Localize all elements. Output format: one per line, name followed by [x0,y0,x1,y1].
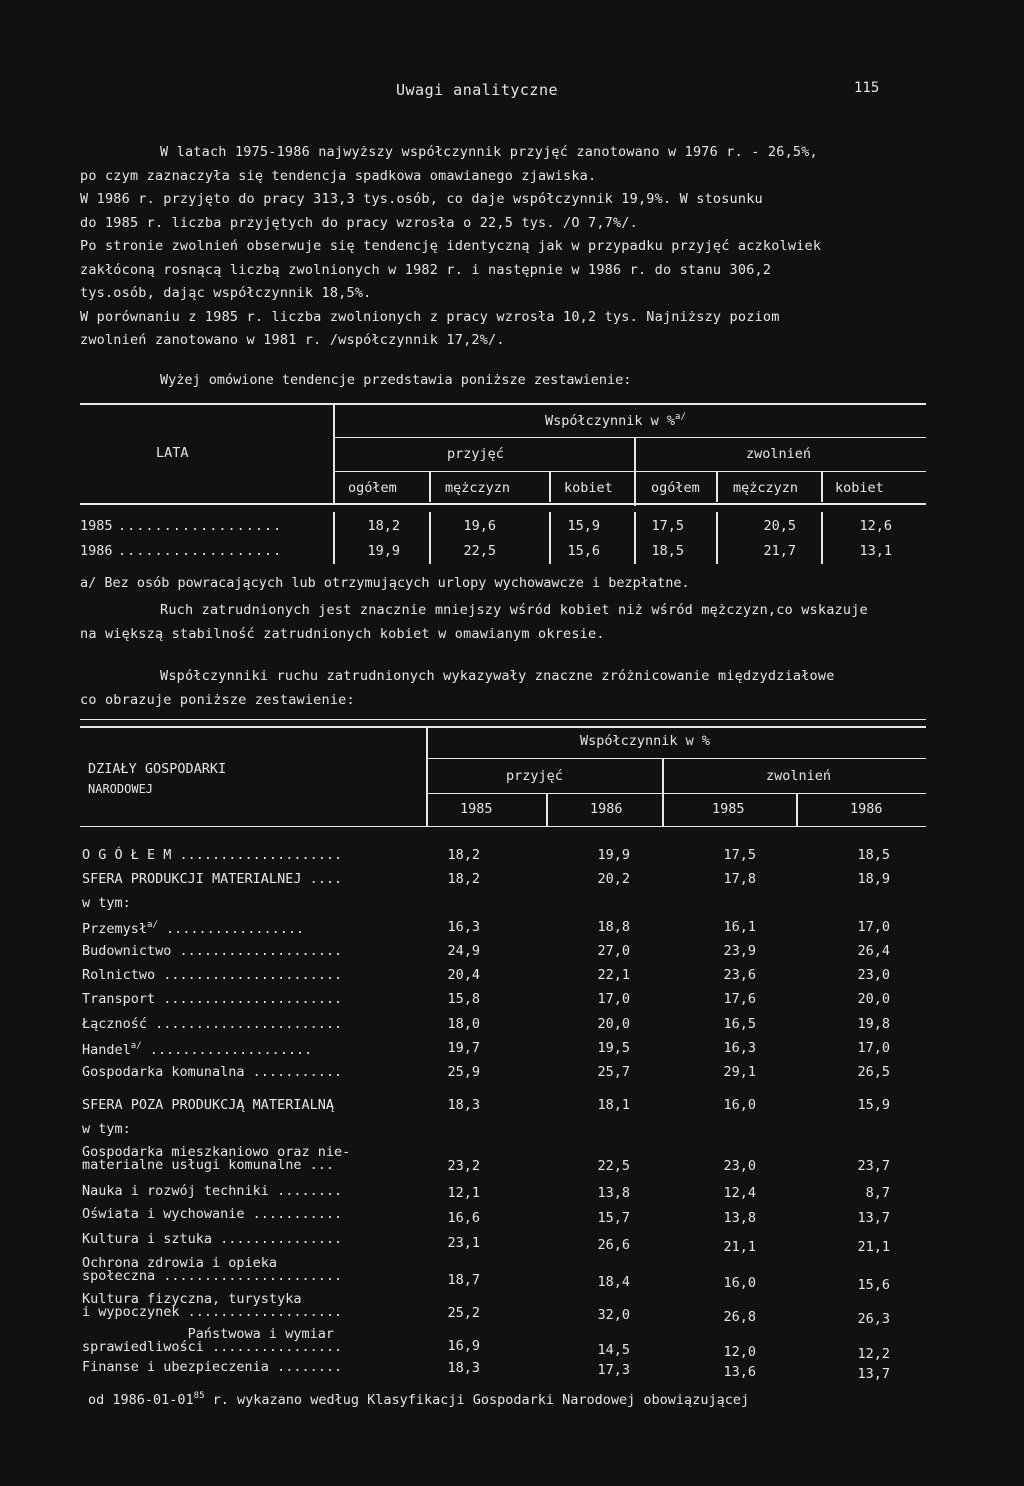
table2-cell: 18,8 [597,919,630,935]
table2-cell: 18,1 [597,1097,630,1113]
table2-row-label: Ochrona zdrowia i opieka społeczna ...................... [82,1255,343,1284]
table1-year: 1986 [80,543,113,559]
table2-cell: 22,1 [597,967,630,983]
text-line: co obrazuje poniższe zestawienie: [80,691,355,708]
table2-cell: 15,8 [447,991,480,1007]
table2-cell: 23,2 [447,1158,480,1174]
table2-cell: 15,7 [597,1210,630,1226]
table2-cell: 14,5 [597,1342,630,1358]
table2-cell: 13,8 [597,1185,630,1201]
table2-cell: 27,0 [597,943,630,959]
table2-footnote [88,1392,749,1408]
table1-coef-header: Współczynnik w %$^{a/}$ [545,412,686,429]
table2-cell: 19,5 [597,1040,630,1056]
paragraph-sector-differences [80,670,980,717]
table2-row-label: Kultura i sztuka ............... [82,1231,343,1247]
table1-cell: 18,2 [367,518,400,534]
table2-cell: 20,4 [447,967,480,983]
table1-subheader: kobiet [564,480,613,496]
table2-row-label: Transport ...................... [82,991,343,1007]
table2-cell: 20,0 [597,1016,630,1032]
text-line: do 1985 r. liczba przyjętych do pracy wzrosła o 22,5 tys. /O 7,7%/. [80,214,638,231]
table2-row-label: Nauka i rozwój techniki ........ [82,1183,343,1199]
table2-cell: 18,4 [597,1274,630,1290]
table2-section-label: NARODOWEJ [88,782,154,796]
table1-leader-dots: .................. [118,518,283,534]
table2-cell: 23,0 [723,1158,756,1174]
table1-cell: 19,9 [367,543,400,559]
table2-cell: 13,7 [857,1366,890,1382]
table1-divider [716,472,718,502]
table1-top-rule [80,403,926,405]
text-line: na większą stabilność zatrudnionych kobiet w omawianym okresie. [80,625,605,642]
table2-cell: 26,6 [597,1237,630,1253]
table2-zwolnien-header: zwolnień [766,768,832,784]
table2-cell: 16,6 [447,1210,480,1226]
table2-cell: 17,6 [723,991,756,1007]
table2-divider [796,794,798,827]
table2-row-label: Gospodarka mieszkaniowo oraz nie- materialne usługi komunalne ... [82,1144,351,1173]
table1-subheader: mężczyzn [733,480,799,496]
page-header-title: Uwagi analityczne [396,81,559,99]
text-line: Ruch zatrudnionych jest znacznie mniejszy wśród kobiet niż wśród mężczyzn,co wskazuje [160,602,868,618]
table1-divider [549,472,551,502]
table2-cell: 18,3 [447,1360,480,1376]
table2-cell: 12,1 [447,1185,480,1201]
text-line: Po stronie zwolnień obserwuje się tendencję identyczną jak w przypadku przyjęć aczkolwiek [80,238,822,254]
table2-row-label: Budownictwo .................... [82,943,343,959]
table2-cell: 17,5 [723,847,756,863]
table1-header-rule [80,503,926,505]
table2-row-label: SFERA PRODUKCJI MATERIALNEJ .... [82,871,343,887]
table2-cell: 12,4 [723,1185,756,1201]
table1-cell: 15,9 [567,518,600,534]
text-line: W porównaniu z 1985 r. liczba zwolnionych z pracy wzrosła 10,2 tys. Najniższy poziom [80,308,780,325]
table2-cell: 16,9 [447,1338,480,1354]
table1-divider [429,472,431,502]
table2-header-rule [80,826,926,827]
table2-cell: 8,7 [865,1185,890,1201]
table1-subheader: mężczyzn [445,480,511,496]
table2-cell: 19,8 [857,1016,890,1032]
table2-cell: 15,6 [857,1277,890,1293]
table1-cell: 12,6 [859,518,892,534]
table2-row-label: Handel$^{a/}$ .................... [82,1041,313,1058]
table2-cell: 21,1 [723,1239,756,1255]
table2-cell: 26,5 [857,1064,890,1080]
table2-row-label: SFERA POZA PRODUKCJĄ MATERIALNĄ [82,1097,334,1113]
table2-cell: 19,7 [447,1040,480,1056]
table2-top-rule [80,726,926,728]
table2-rule [426,758,926,759]
table1-rule [333,437,926,438]
table2-divider [426,727,428,827]
page-number: 115 [854,80,880,96]
table2-section-label: DZIAŁY GOSPODARKI [88,761,227,777]
table2-cell: 32,0 [597,1307,630,1323]
text-line: W 1986 r. przyjęto do pracy 313,3 tys.osób, co daje współczynnik 19,9%. W stosunku [80,191,763,207]
table2-year-header: 1986 [850,801,883,817]
table2-cell: 25,2 [447,1305,480,1321]
table2-row-label: Oświata i wychowanie ........... [82,1206,343,1222]
table1-divider [821,472,823,502]
table1-cell: 19,6 [463,518,496,534]
table2-row-label: w tym: [82,1121,131,1137]
table2-cell: 18,9 [857,871,890,887]
table2-cell: 18,7 [447,1272,480,1288]
text-line: tys.osób, dając współczynnik 18,5%. [80,285,372,301]
table1-rule [333,471,926,472]
text-line: zakłóconą rosnącą liczbą zwolnionych w 1982 r. i następnie w 1986 r. do stanu 306,2 [80,261,772,278]
table2-cell: 23,0 [857,967,890,983]
table1-cell: 17,5 [651,518,684,534]
table2-row-label: w tym: [82,895,131,911]
table2-cell: 16,1 [723,919,756,935]
table1-cell: 20,5 [763,518,796,534]
table2-cell: 18,0 [447,1016,480,1032]
table1-subheader: ogółem [651,480,700,496]
text-line: zwolnień zanotowano w 1981 r. /współczynnik 17,2%/. [80,332,505,348]
table2-cell: 17,0 [857,1040,890,1056]
table1-cell: 21,7 [763,543,796,559]
table2-cell: 13,7 [857,1210,890,1226]
table2-row-label: Kultura fizyczna, turystyka i wypoczynek ................... [82,1291,343,1320]
table2-row-label: Przemysł$^{a/}$ ................. [82,920,305,937]
table1-zwolnien-header: zwolnień [746,446,812,462]
table2-cell: 22,5 [597,1158,630,1174]
table2-cell: 26,8 [723,1309,756,1325]
table2-row-label: O G Ó Ł E M .................... [82,847,343,863]
table2-year-header: 1986 [590,801,623,817]
table1-przyjec-header: przyjęć [447,446,504,462]
table1-subheader: ogółem [348,480,397,496]
table2-cell: 18,2 [447,871,480,887]
table2-cell: 25,7 [597,1064,630,1080]
table2-przyjec-header: przyjęć [506,768,563,784]
footnote-text: r. wykazano według Klasyfikacji Gospodarki Narodowej obowiązującej [212,1392,750,1408]
table2-cell: 12,2 [857,1346,890,1362]
table2-row-label: Finanse i ubezpieczenia ........ [82,1359,343,1375]
paragraph-women-stability [80,604,980,651]
table2-cell: 23,7 [857,1158,890,1174]
table1-footnote: a/ Bez osób powracających lub otrzymujących urlopy wychowawcze i bezpłatne. [80,575,690,591]
table2-year-header: 1985 [460,801,493,817]
table2-cell: 23,9 [723,943,756,959]
table2-cell: 29,1 [723,1064,756,1080]
table1-leader-dots: .................. [118,543,283,559]
paragraph-hiring-trends [80,146,960,358]
table2-cell: 12,0 [723,1344,756,1360]
table2-cell: 13,6 [723,1364,756,1380]
table1-cell: 22,5 [463,543,496,559]
table1-cell: 15,6 [567,543,600,559]
table2-cell: 18,2 [447,847,480,863]
table1-divider [821,512,823,564]
table2-cell: 20,0 [857,991,890,1007]
text-line: W latach 1975-1986 najwyższy współczynnik przyjęć zanotowano w 1976 r. - 26,5%, [160,144,818,160]
table1-cell: 13,1 [859,543,892,559]
table2-row-label: Państwowa i wymiar sprawiedliwości ................ [82,1326,343,1355]
table2-cell: 25,9 [447,1064,480,1080]
table2-rule [426,793,926,794]
table1-divider [716,512,718,564]
table2-cell: 17,0 [597,991,630,1007]
table2-cell: 15,9 [857,1097,890,1113]
table2-cell: 23,1 [447,1235,480,1251]
table2-cell: 16,3 [447,919,480,935]
table1-divider [429,512,431,564]
table2-top-rule [80,719,926,720]
table1-divider [333,512,335,564]
footnote-date: od 1986-01-01 [88,1392,194,1408]
table2-year-header: 1985 [712,801,745,817]
table1-divider [333,404,335,504]
table2-cell: 17,3 [597,1362,630,1378]
table2-row-label: Łączność ....................... [82,1016,343,1032]
table2-cell: 17,0 [857,919,890,935]
table2-cell: 19,9 [597,847,630,863]
table2-cell: 26,3 [857,1311,890,1327]
table1-divider [634,438,636,506]
table1-cell: 18,5 [651,543,684,559]
table2-cell: 17,8 [723,871,756,887]
table2-cell: 21,1 [857,1239,890,1255]
table1-lata-header: LATA [156,445,189,461]
table2-cell: 18,3 [447,1097,480,1113]
text-line: Współczynniki ruchu zatrudnionych wykazywały znaczne zróżnicowanie międzydziałowe [160,668,835,684]
table2-cell: 24,9 [447,943,480,959]
table2-coef-header: Współczynnik w % [580,733,711,749]
table2-cell: 16,0 [723,1275,756,1291]
text-line: po czym zaznaczyła się tendencja spadkowa omawianego zjawiska. [80,167,597,184]
table2-cell: 26,4 [857,943,890,959]
table2-row-label: Rolnictwo ...................... [82,967,343,983]
table2-cell: 13,8 [723,1210,756,1226]
table2-cell: 16,3 [723,1040,756,1056]
table1-intro: Wyżej omówione tendencje przedstawia poniższe zestawienie: [160,372,632,388]
table2-cell: 16,5 [723,1016,756,1032]
table2-row-label: Gospodarka komunalna ........... [82,1064,343,1080]
table1-subheader: kobiet [835,480,884,496]
table2-cell: 18,5 [857,847,890,863]
table2-divider [546,794,548,827]
table2-cell: 16,0 [723,1097,756,1113]
table2-cell: 20,2 [597,871,630,887]
footnote-sup: 85 [193,1391,205,1401]
table2-cell: 23,6 [723,967,756,983]
table1-year: 1985 [80,518,113,534]
